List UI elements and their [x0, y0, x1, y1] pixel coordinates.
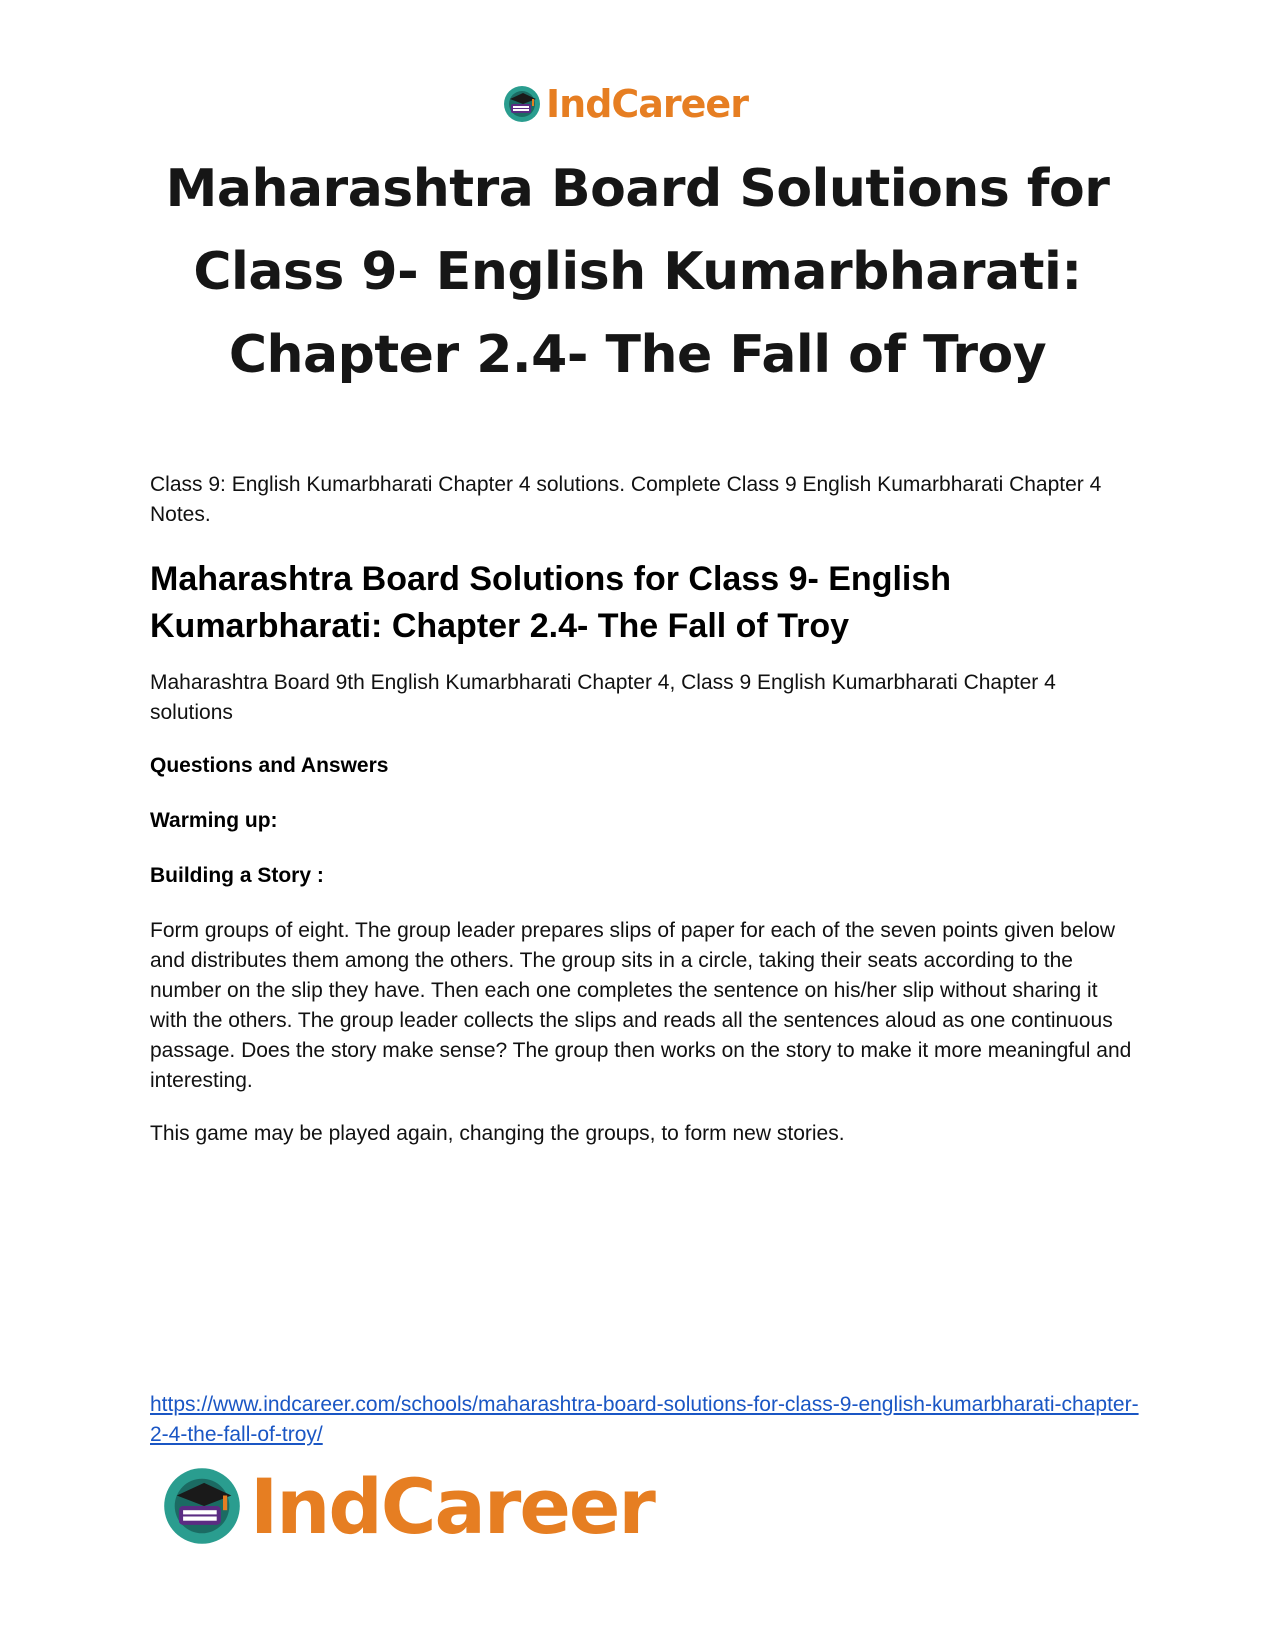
- warming-up-heading: Warming up:: [150, 809, 278, 832]
- graduation-cap-book-icon: [502, 84, 542, 124]
- logo-wordmark: IndCareer: [546, 82, 748, 126]
- header-logo: [502, 80, 748, 128]
- building-story-heading: Building a Story :: [150, 864, 324, 887]
- questions-heading: Questions and Answers: [150, 754, 389, 777]
- instructions-paragraph: Form groups of eight. The group leader prepares slips of paper for each of the seven points given below and distributes them among the others. The group sits in a circle, taking their seats according to the number on the slip they have. Then each one completes the sentence on his/her slip without sharing it with the others. The group leader collects the slips and reads all the sentences aloud as one continuous passage. Does the story make sense? The group then works on the story to make it more meaningful and interesting.: [150, 919, 1132, 1092]
- title-line: Class 9- English Kumarbharati:: [193, 242, 1082, 302]
- title-line: Chapter 2.4- The Fall of Troy: [228, 325, 1047, 385]
- footer-logo: [160, 1460, 654, 1552]
- closing-paragraph: This game may be played again, changing the groups, to form new stories.: [150, 1122, 845, 1145]
- keywords-paragraph: Maharashtra Board 9th English Kumarbharati Chapter 4, Class 9 English Kumarbharati Chapter 4 solutions: [150, 671, 1056, 724]
- document-body: [150, 470, 1135, 1149]
- intro-paragraph: Class 9: English Kumarbharati Chapter 4 solutions. Complete Class 9 English Kumarbharati Chapter 4 Notes.: [150, 473, 1102, 526]
- title-line: Maharashtra Board Solutions for: [165, 159, 1110, 219]
- section-heading: Maharashtra Board Solutions for Class 9- English Kumarbharati: Chapter 2.4- The Fall of Troy: [150, 560, 952, 645]
- graduation-cap-book-icon: [160, 1464, 244, 1548]
- page-title: [120, 148, 1155, 397]
- logo-wordmark: IndCareer: [250, 1461, 654, 1551]
- source-url-link[interactable]: https://www.indcareer.com/schools/maharashtra-board-solutions-for-class-9-english-kumarbharati-chapter-2-4-the-fall-of-troy/: [150, 1393, 1139, 1446]
